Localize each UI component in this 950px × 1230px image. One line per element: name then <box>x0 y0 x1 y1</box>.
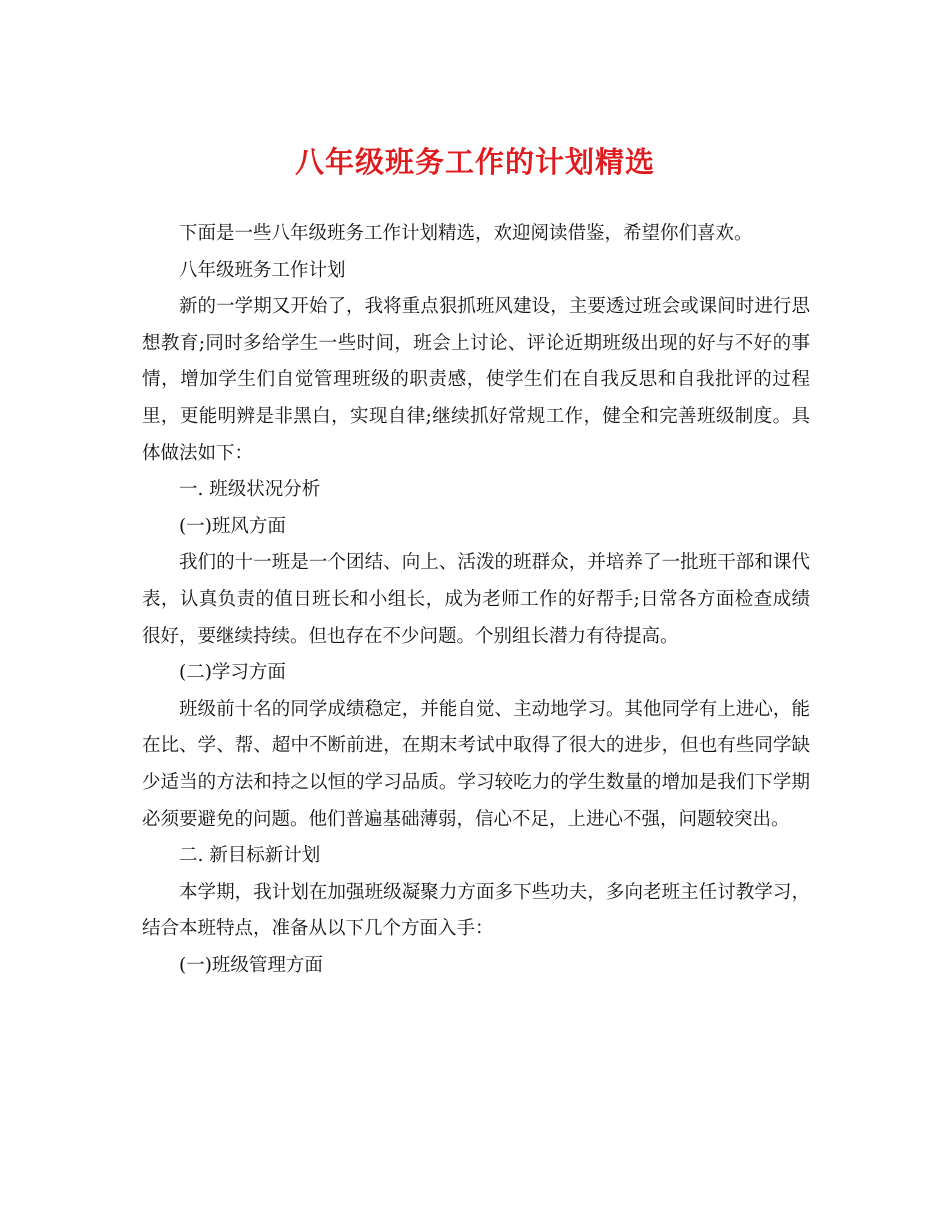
subheading-class-management: (一)班级管理方面 <box>179 954 323 976</box>
paragraph-class-style: 我们的十一班是一个团结、向上、活泼的班群众，并培养了一批班干部和课代表，认真负责的值日班长和小组长，成为老师工作的好帮手;日常各方面检查成绩很好，要继续持续。但也存在不少问题。个别组长潜力有待提高。 <box>142 552 810 647</box>
heading-new-goals: 二. 新目标新计划 <box>179 845 321 867</box>
subheading-class-style: (一)班风方面 <box>179 515 286 537</box>
paragraph-intro: 下面是一些八年级班务工作计划精选，欢迎阅读借鉴，希望你们喜欢。 <box>179 223 753 244</box>
document-title: 八年级班务工作的计划精选 <box>294 145 655 179</box>
subheading-study: (二)学习方面 <box>179 662 286 684</box>
paragraph-subtitle: 八年级班务工作计划 <box>179 259 346 281</box>
heading-class-analysis: 一. 班级状况分析 <box>179 479 321 501</box>
document-body <box>142 216 810 984</box>
paragraph-new-goals: 本学期，我计划在加强班级凝聚力方面多下些功夫，多向老班主任讨教学习，结合本班特点，准备从以下几个方面入手： <box>142 881 810 940</box>
paragraph-overview: 新的一学期又开始了，我将重点狠抓班风建设，主要透过班会或课间时进行思想教育;同时多给学生一些时间，班会上讨论、评论近期班级出现的好与不好的事情，增加学生们自觉管理班级的职责感，使学生们在自我反思和自我批评的过程里，更能明辨是非黑白，实现自律;继续抓好常规工作，健全和完善班级制度。具体做法如下： <box>142 296 810 464</box>
paragraph-study: 班级前十名的同学成绩稳定，并能自觉、主动地学习。其他同学有上进心，能在比、学、帮、超中不断前进，在期末考试中取得了很大的进步，但也有些同学缺少适当的方法和持之以恒的学习品质。学习较吃力的学生数量的增加是我们下学期必须要避免的问题。他们普遍基础薄弱，信心不足，上进心不强，问题较突出。 <box>142 698 810 830</box>
